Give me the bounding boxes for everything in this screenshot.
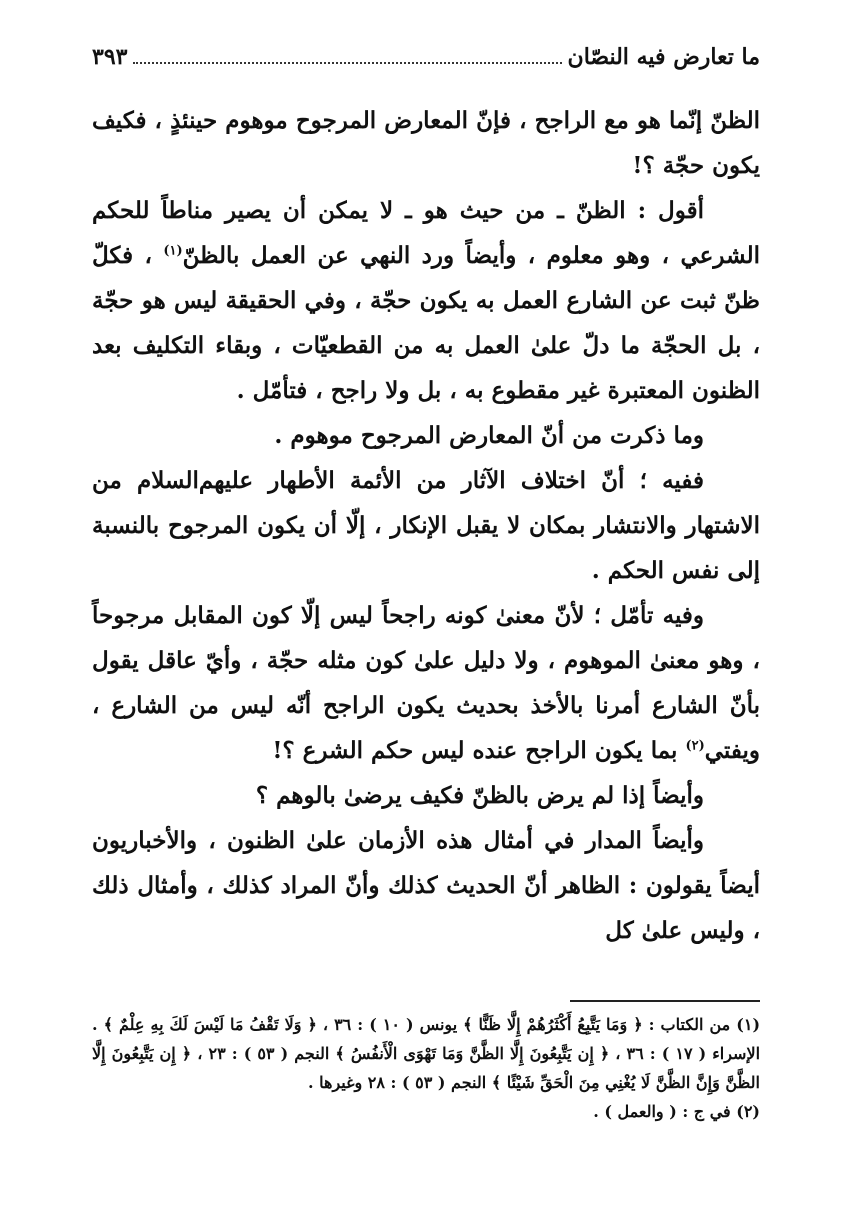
paragraph-3: وما ذكرت من أنّ المعارض المرجوح موهوم .: [274, 422, 704, 449]
paragraph-2: [92, 188, 760, 413]
dotted-leader: [133, 62, 561, 64]
main-text: [92, 98, 760, 953]
page-number: ٣٩٣: [92, 44, 128, 70]
chapter-title: ما تعارض فيه النصّان: [567, 44, 760, 70]
footnotes: [92, 1010, 760, 1126]
paragraph-1: الظنّ إنّما هو مع الراجح ، فإنّ المعارض المرجوح موهوم حينئذٍ ، فكيف يكون حجّة ؟!: [92, 107, 760, 179]
paragraph-6: وأيضاً إذا لم يرض بالظنّ فكيف يرضىٰ بالوهم ؟: [255, 782, 704, 809]
footnote-ref-2[interactable]: (٢): [685, 738, 705, 754]
paragraph-2-part-b: ، فكلّ ظنّ ثبت عن الشارع العمل به يكون حجّة ، وفي الحقيقة ليس هو حجّة ، بل الحجّة ما دلّ علىٰ العمل به من القطعيّات ، وبقاء التكليف بعد الظنون المعتبرة غير مقطوع به ، بل ولا راجح ، فتأمّل .: [92, 242, 760, 404]
paragraph-5-part-a: وفيه تأمّل ؛ لأنّ معنىٰ كونه راجحاً ليس إلّا كون المقابل مرجوحاً ، وهو معنىٰ الموهوم ، ولا دليل علىٰ كون مثله حجّة ، وأيّ عاقل يقول بأنّ الشارع أمرنا بالأخذ بحديث يكون الراجح أنّه ليس من الشارع ، ويفتي: [92, 602, 760, 764]
footnote-ref-1[interactable]: (١): [163, 243, 183, 259]
footnote-divider: [570, 1000, 760, 1002]
paragraph-2-part-a: أقول : الظنّ ـ من حيث هو ـ لا يمكن أن يصير مناطاً للحكم الشرعي ، وهو معلوم ، وأيضاً ورد النهي عن العمل بالظنّ: [92, 197, 760, 269]
running-header: [92, 30, 760, 70]
paragraph-5: [92, 593, 760, 773]
paragraph-7: وأيضاً المدار في أمثال هذه الأزمان علىٰ الظنون ، والأخباريون أيضاً يقولون : الظاهر أنّ الحديث كذلك وأنّ المراد كذلك ، وأمثال ذلك ، وليس علىٰ كل: [92, 827, 760, 944]
paragraph-4: ففيه ؛ أنّ اختلاف الآثار من الأئمة الأطهار عليهم‌السلام من الاشتهار والانتشار بمكان لا يقبل الإنكار ، إلّا أن يكون المرجوح بالنسبة إلى نفس الحكم .: [92, 467, 760, 584]
paragraph-5-part-b: بما يكون الراجح عنده ليس حكم الشرع ؟!: [272, 737, 686, 764]
footnote-2: (٢) في ج : ( والعمل ) .: [593, 1102, 760, 1121]
footnote-1: (١) من الكتاب : ﴿ وَمَا يَتَّبِعُ أَكْثَرُهُمْ إِلَّا ظَنًّا ﴾ يونس ( ١٠ ) : ٣٦ ، ﴿ وَلَا تَقْفُ مَا لَيْسَ لَكَ بِهِ عِلْمٌ ﴾ . الإسراء ( ١٧ ) : ٣٦ ، ﴿ إِن يَتَّبِعُونَ إِلَّا الظَّنَّ وَمَا تَهْوَى الْأَنفُسُ ﴾ النجم ( ٥٣ ) : ٢٣ ، ﴿ إِن يَتَّبِعُونَ إِلَّا الظَّنَّ وَإِنَّ الظَّنَّ لَا يُغْنِي مِنَ الْحَقِّ شَيْئًا ﴾ النجم ( ٥٣ ) : ٢٨ وغيرها .: [92, 1015, 761, 1092]
